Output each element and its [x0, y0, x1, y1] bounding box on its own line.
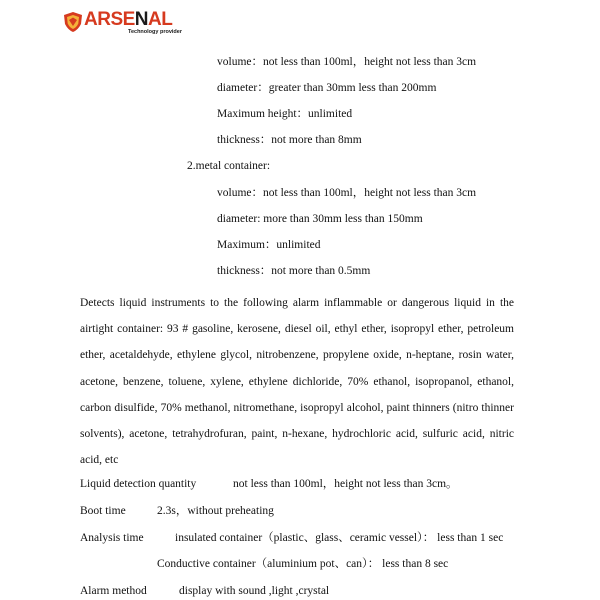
detectable-liquids-paragraph: Detects liquid instruments to the following alarm inflammable or dangerous liquid in the airtight container: 93 # gasoline, kerosene, diesel oil, ethyl ether, isopropyl ether, petroleum ether, acetaldehyde, ethylene glycol, nitrobenzene, propylene oxide, n-heptane, rosin water, acetone, benzene, toluene, xylene, ethylene dichloride, 70% ethanol, isopropanol, ethanol, carbon disulfide, 70% methanol, nitromethane, isopropyl alcohol, paint thinners (nitro thinner solvents), acetone, tetrahydrofuran, paint, n-hexane, hydrochloric acid, sulfuric acid, nitric acid, etc — [80, 297, 514, 467]
brand-wordmark: ARSENAL — [84, 9, 173, 30]
analysis-time-label: Analysis time — [80, 532, 144, 544]
analysis-time-insulated: insulated container（plastic、glass、ceramic vessel）： less than 1 sec — [175, 532, 504, 544]
company-logo — [62, 10, 182, 36]
boot-time-value: 2.3s，without preheating — [157, 505, 274, 517]
metal-spec-thickness: thickness：not more than 0.5mm — [217, 265, 371, 277]
metal-spec-volume: volume：not less than 100ml，height not less than 3cm — [217, 187, 477, 199]
liquid-detection-value: not less than 100ml，height not less than 3cm。 — [233, 478, 458, 490]
metal-spec-diameter: diameter: more than 30mm less than 150mm — [217, 213, 423, 225]
liquid-detection-label: Liquid detection quantity — [80, 478, 197, 490]
spec-volume: volume：not less than 100ml，height not less than 3cm — [217, 56, 477, 68]
spec-thickness: thickness：not more than 8mm — [217, 134, 362, 146]
alarm-method-value: display with sound ,light ,crystal — [179, 585, 330, 597]
spec-diameter: diameter：greater than 30mm less than 200mm — [217, 82, 437, 94]
liquid-detection-row — [80, 477, 196, 491]
alarm-method-label: Alarm method — [80, 585, 147, 597]
analysis-time-conductive: Conductive container（aluminium pot、can）： less than 8 sec — [157, 558, 449, 570]
shield-logo-icon — [62, 11, 84, 33]
metal-container-heading: 2.metal container: — [187, 160, 271, 172]
spec-max-height: Maximum height：unlimited — [217, 108, 353, 120]
boot-time-label: Boot time — [80, 505, 126, 517]
metal-spec-maximum: Maximum：unlimited — [217, 239, 321, 251]
brand-tagline: Technology provider — [128, 29, 182, 35]
